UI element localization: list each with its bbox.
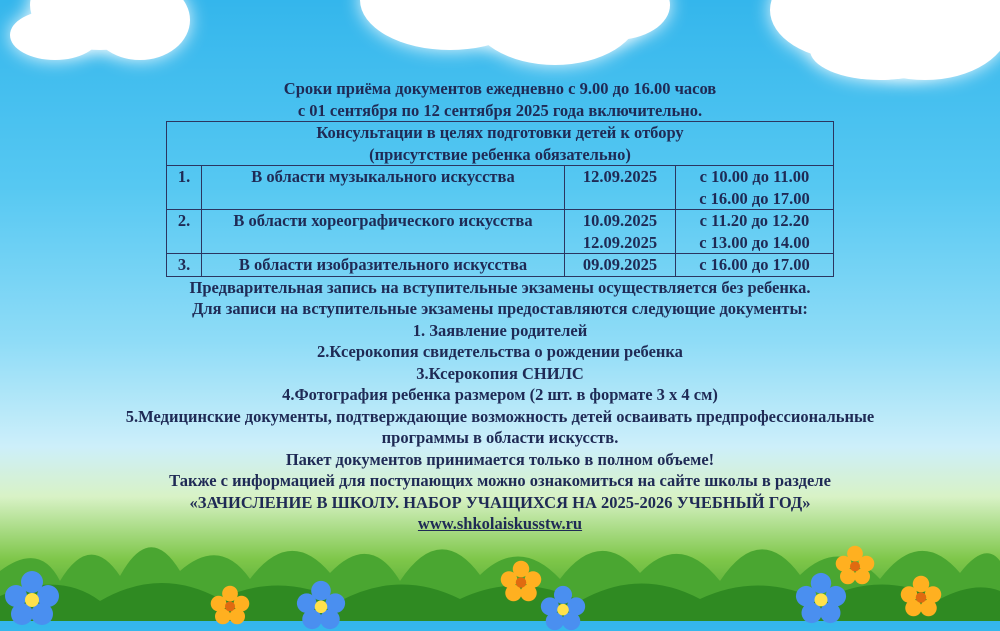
- row-times: [676, 166, 834, 210]
- row-dates: [565, 210, 676, 254]
- orange-flower-icon: [900, 575, 942, 617]
- table-row: [167, 254, 834, 277]
- row-date: 12.09.2025: [582, 232, 658, 252]
- row-area: В области изобразительного искусства: [202, 254, 565, 277]
- row-number: 3.: [167, 254, 202, 277]
- doc-item: 2.Ксерокопия свидетельства о рождении ребенка: [317, 342, 683, 361]
- row-date: 10.09.2025: [582, 211, 658, 230]
- row-times: [676, 254, 834, 277]
- announcement: [0, 78, 1000, 535]
- blue-flower-icon: [4, 570, 60, 626]
- row-date: 09.09.2025: [582, 255, 658, 274]
- row-time: с 16.00 до 17.00: [699, 188, 810, 208]
- orange-flower-icon: [500, 560, 542, 602]
- note-without-child: Предварительная запись на вступительные экзамены осуществляется без ребенка.: [189, 277, 811, 297]
- table-row: [167, 210, 834, 254]
- header-line-2: с 01 сентября по 12 сентября 2025 года включительно.: [297, 100, 703, 120]
- orange-flower-icon: [835, 545, 875, 585]
- package-note: Пакет документов принимается только в полном объеме!: [285, 449, 715, 469]
- section-name: «ЗАЧИСЛЕНИЕ В ШКОЛУ. НАБОР УЧАЩИХСЯ НА 2025-2026 УЧЕБНЫЙ ГОД»: [189, 492, 811, 512]
- row-time: с 10.00 до 11.00: [699, 167, 810, 186]
- row-dates: [565, 254, 676, 277]
- row-number: 2.: [167, 210, 202, 254]
- doc-item: 1. Заявление родителей: [412, 320, 588, 340]
- row-area: В области музыкального искусства: [202, 166, 565, 210]
- row-date: 12.09.2025: [582, 167, 658, 186]
- doc-item: 5.Медицинские документы, подтверждающие возможность детей осваивать предпрофессиональные: [125, 406, 875, 426]
- note-documents: Для записи на вступительные экзамены предоставляются следующие документы:: [192, 299, 808, 318]
- row-dates: [565, 166, 676, 210]
- table-title-row: [167, 122, 834, 166]
- header-line-1: Сроки приёма документов ежедневно с 9.00 до 16.00 часов: [283, 79, 717, 98]
- row-number: 1.: [167, 166, 202, 210]
- row-time: с 13.00 до 14.00: [699, 232, 810, 252]
- blue-flower-icon: [296, 580, 346, 630]
- table-subtitle: (присутствие ребенка обязательно): [369, 144, 631, 164]
- table-row: [167, 166, 834, 210]
- row-time: с 11.20 до 12.20: [699, 211, 810, 230]
- doc-item: 3.Ксерокопия СНИЛС: [416, 363, 584, 383]
- table-title: Консультации в целях подготовки детей к отбору: [316, 123, 684, 142]
- row-times: [676, 210, 834, 254]
- info-note: Также с информацией для поступающих можно ознакомиться на сайте школы в разделе: [169, 471, 831, 490]
- blue-flower-icon: [540, 585, 586, 631]
- doc-item: 4.Фотография ребенка размером (2 шт. в формате 3 х 4 см): [282, 385, 718, 404]
- row-time: с 16.00 до 17.00: [699, 255, 810, 274]
- orange-flower-icon: [210, 585, 250, 625]
- row-area: В области хореографического искусства: [202, 210, 565, 254]
- doc-item: программы в области искусств.: [381, 428, 619, 447]
- school-website-link[interactable]: www.shkolaiskusstw.ru: [417, 514, 583, 533]
- consultation-table: [166, 121, 834, 277]
